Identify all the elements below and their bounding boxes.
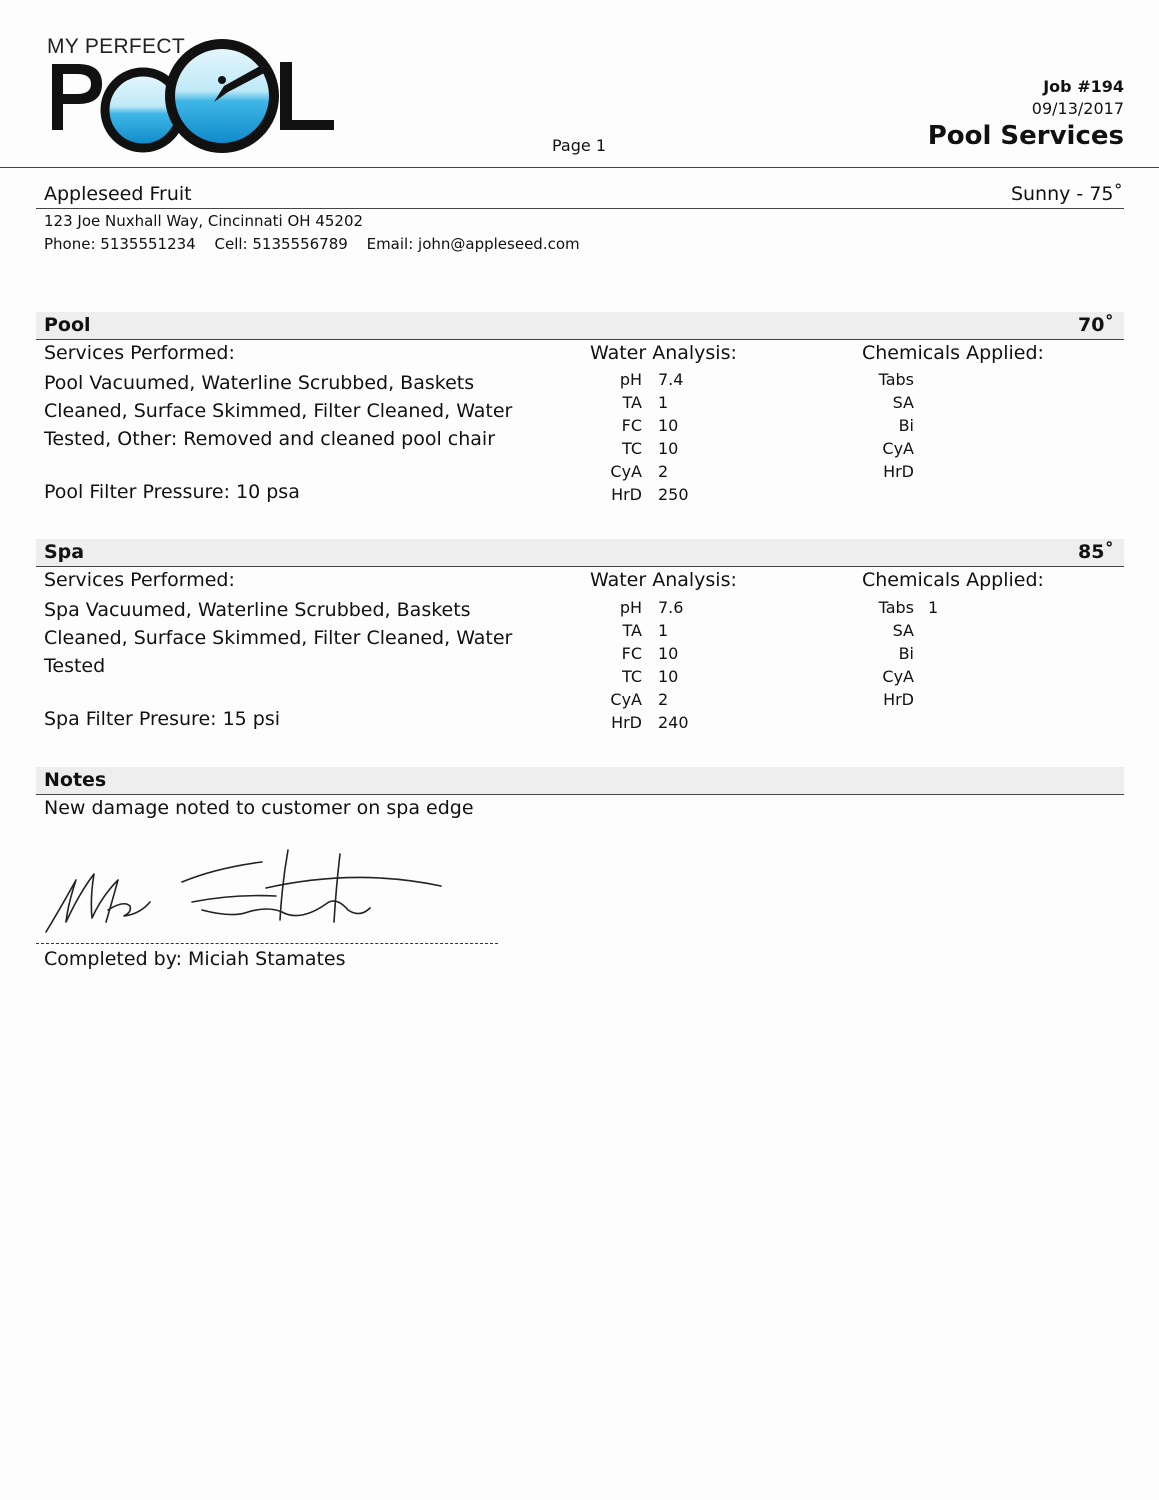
table-row <box>852 437 1012 460</box>
chem-label: Bi <box>898 644 914 663</box>
chem-value: 1 <box>928 598 939 617</box>
chem-label: SA <box>892 393 914 412</box>
table-row <box>852 414 1012 437</box>
service-date: 09/13/2017 <box>1031 99 1124 118</box>
customer-cell: Cell: 5135556789 <box>214 235 348 253</box>
chem-label: Bi <box>898 416 914 435</box>
customer-divider <box>36 208 1124 209</box>
spa-chem-label: Chemicals Applied: <box>862 569 1044 591</box>
water-label: TC <box>621 667 642 686</box>
spa-water-label: Water Analysis: <box>590 569 737 591</box>
notes-section-header <box>36 767 1124 795</box>
table-row <box>852 665 1012 688</box>
page-number: Page 1 <box>552 136 606 155</box>
job-number: Job #194 <box>1043 77 1124 96</box>
water-label: FC <box>621 416 642 435</box>
spa-section-header <box>36 539 1124 567</box>
water-label: FC <box>621 644 642 663</box>
pool-temperature: 70˚ <box>1078 314 1114 336</box>
chem-label: HrD <box>883 462 914 481</box>
table-row <box>580 391 740 414</box>
customer-name: Appleseed Fruit <box>44 183 192 205</box>
logo-small-text: MY PERFECT <box>47 35 185 58</box>
pool-section-header <box>36 312 1124 340</box>
table-row <box>580 642 740 665</box>
pool-chem-label: Chemicals Applied: <box>862 342 1044 364</box>
table-row <box>580 665 740 688</box>
pool-water-label: Water Analysis: <box>590 342 737 364</box>
spa-services: Spa Vacuumed, Waterline Scrubbed, Baskets Cleaned, Surface Skimmed, Filter Cleaned, Water Tested <box>44 599 513 677</box>
water-label: TC <box>621 439 642 458</box>
chem-label: Tabs <box>878 370 914 389</box>
water-value: 10 <box>658 416 679 435</box>
water-label: TA <box>622 621 642 640</box>
table-row <box>852 596 1012 619</box>
weather: Sunny - 75˚ <box>1010 183 1123 205</box>
water-label: HrD <box>611 713 642 732</box>
signature-image <box>36 840 456 950</box>
table-row <box>580 368 740 391</box>
notes-title: Notes <box>44 769 107 791</box>
water-value: 1 <box>658 393 669 412</box>
chem-label: CyA <box>882 667 914 686</box>
water-value: 2 <box>658 690 669 709</box>
table-row <box>852 688 1012 711</box>
water-value: 7.4 <box>658 370 684 389</box>
table-row <box>852 642 1012 665</box>
pool-services: Pool Vacuumed, Waterline Scrubbed, Baskets Cleaned, Surface Skimmed, Filter Cleaned, Water Tested, Other: Removed and cleaned pool chair <box>44 372 513 450</box>
customer-email: Email: john@appleseed.com <box>366 235 580 253</box>
chem-label: CyA <box>882 439 914 458</box>
table-row <box>580 619 740 642</box>
table-row <box>580 711 740 734</box>
logo-pool-graphic <box>44 34 344 158</box>
pool-filter-pressure: Pool Filter Pressure: 10 psa <box>44 481 300 503</box>
header-divider <box>0 167 1159 168</box>
table-row <box>852 460 1012 483</box>
company-logo <box>44 34 344 158</box>
table-row <box>852 619 1012 642</box>
spa-temperature: 85˚ <box>1078 541 1114 563</box>
water-value: 240 <box>658 713 689 732</box>
table-row <box>852 368 1012 391</box>
document-title: Pool Services <box>927 121 1124 151</box>
water-value: 10 <box>658 439 679 458</box>
chem-label: Tabs <box>878 598 914 617</box>
water-value: 1 <box>658 621 669 640</box>
table-row <box>852 391 1012 414</box>
customer-phone: Phone: 5135551234 <box>44 235 196 253</box>
pool-services-label: Services Performed: <box>44 342 235 364</box>
spa-title: Spa <box>44 541 85 563</box>
table-row <box>580 688 740 711</box>
notes-text: New damage noted to customer on spa edge <box>44 797 474 819</box>
pool-title: Pool <box>44 314 91 336</box>
table-row <box>580 460 740 483</box>
signature-line <box>36 943 498 944</box>
table-row <box>580 596 740 619</box>
spa-filter-pressure: Spa Filter Presure: 15 psi <box>44 708 281 730</box>
water-label: pH <box>619 598 642 617</box>
water-label: pH <box>619 370 642 389</box>
water-label: CyA <box>610 690 642 709</box>
table-row <box>580 414 740 437</box>
chem-label: SA <box>892 621 914 640</box>
table-row <box>580 437 740 460</box>
water-value: 10 <box>658 667 679 686</box>
water-value: 250 <box>658 485 689 504</box>
water-value: 7.6 <box>658 598 684 617</box>
water-value: 10 <box>658 644 679 663</box>
customer-contact <box>44 235 594 253</box>
completed-by: Completed by: Miciah Stamates <box>44 948 346 970</box>
spa-services-label: Services Performed: <box>44 569 235 591</box>
customer-address: 123 Joe Nuxhall Way, Cincinnati OH 45202 <box>44 212 364 230</box>
chem-label: HrD <box>883 690 914 709</box>
water-value: 2 <box>658 462 669 481</box>
water-label: CyA <box>610 462 642 481</box>
water-label: TA <box>622 393 642 412</box>
water-label: HrD <box>611 485 642 504</box>
table-row <box>580 483 740 506</box>
